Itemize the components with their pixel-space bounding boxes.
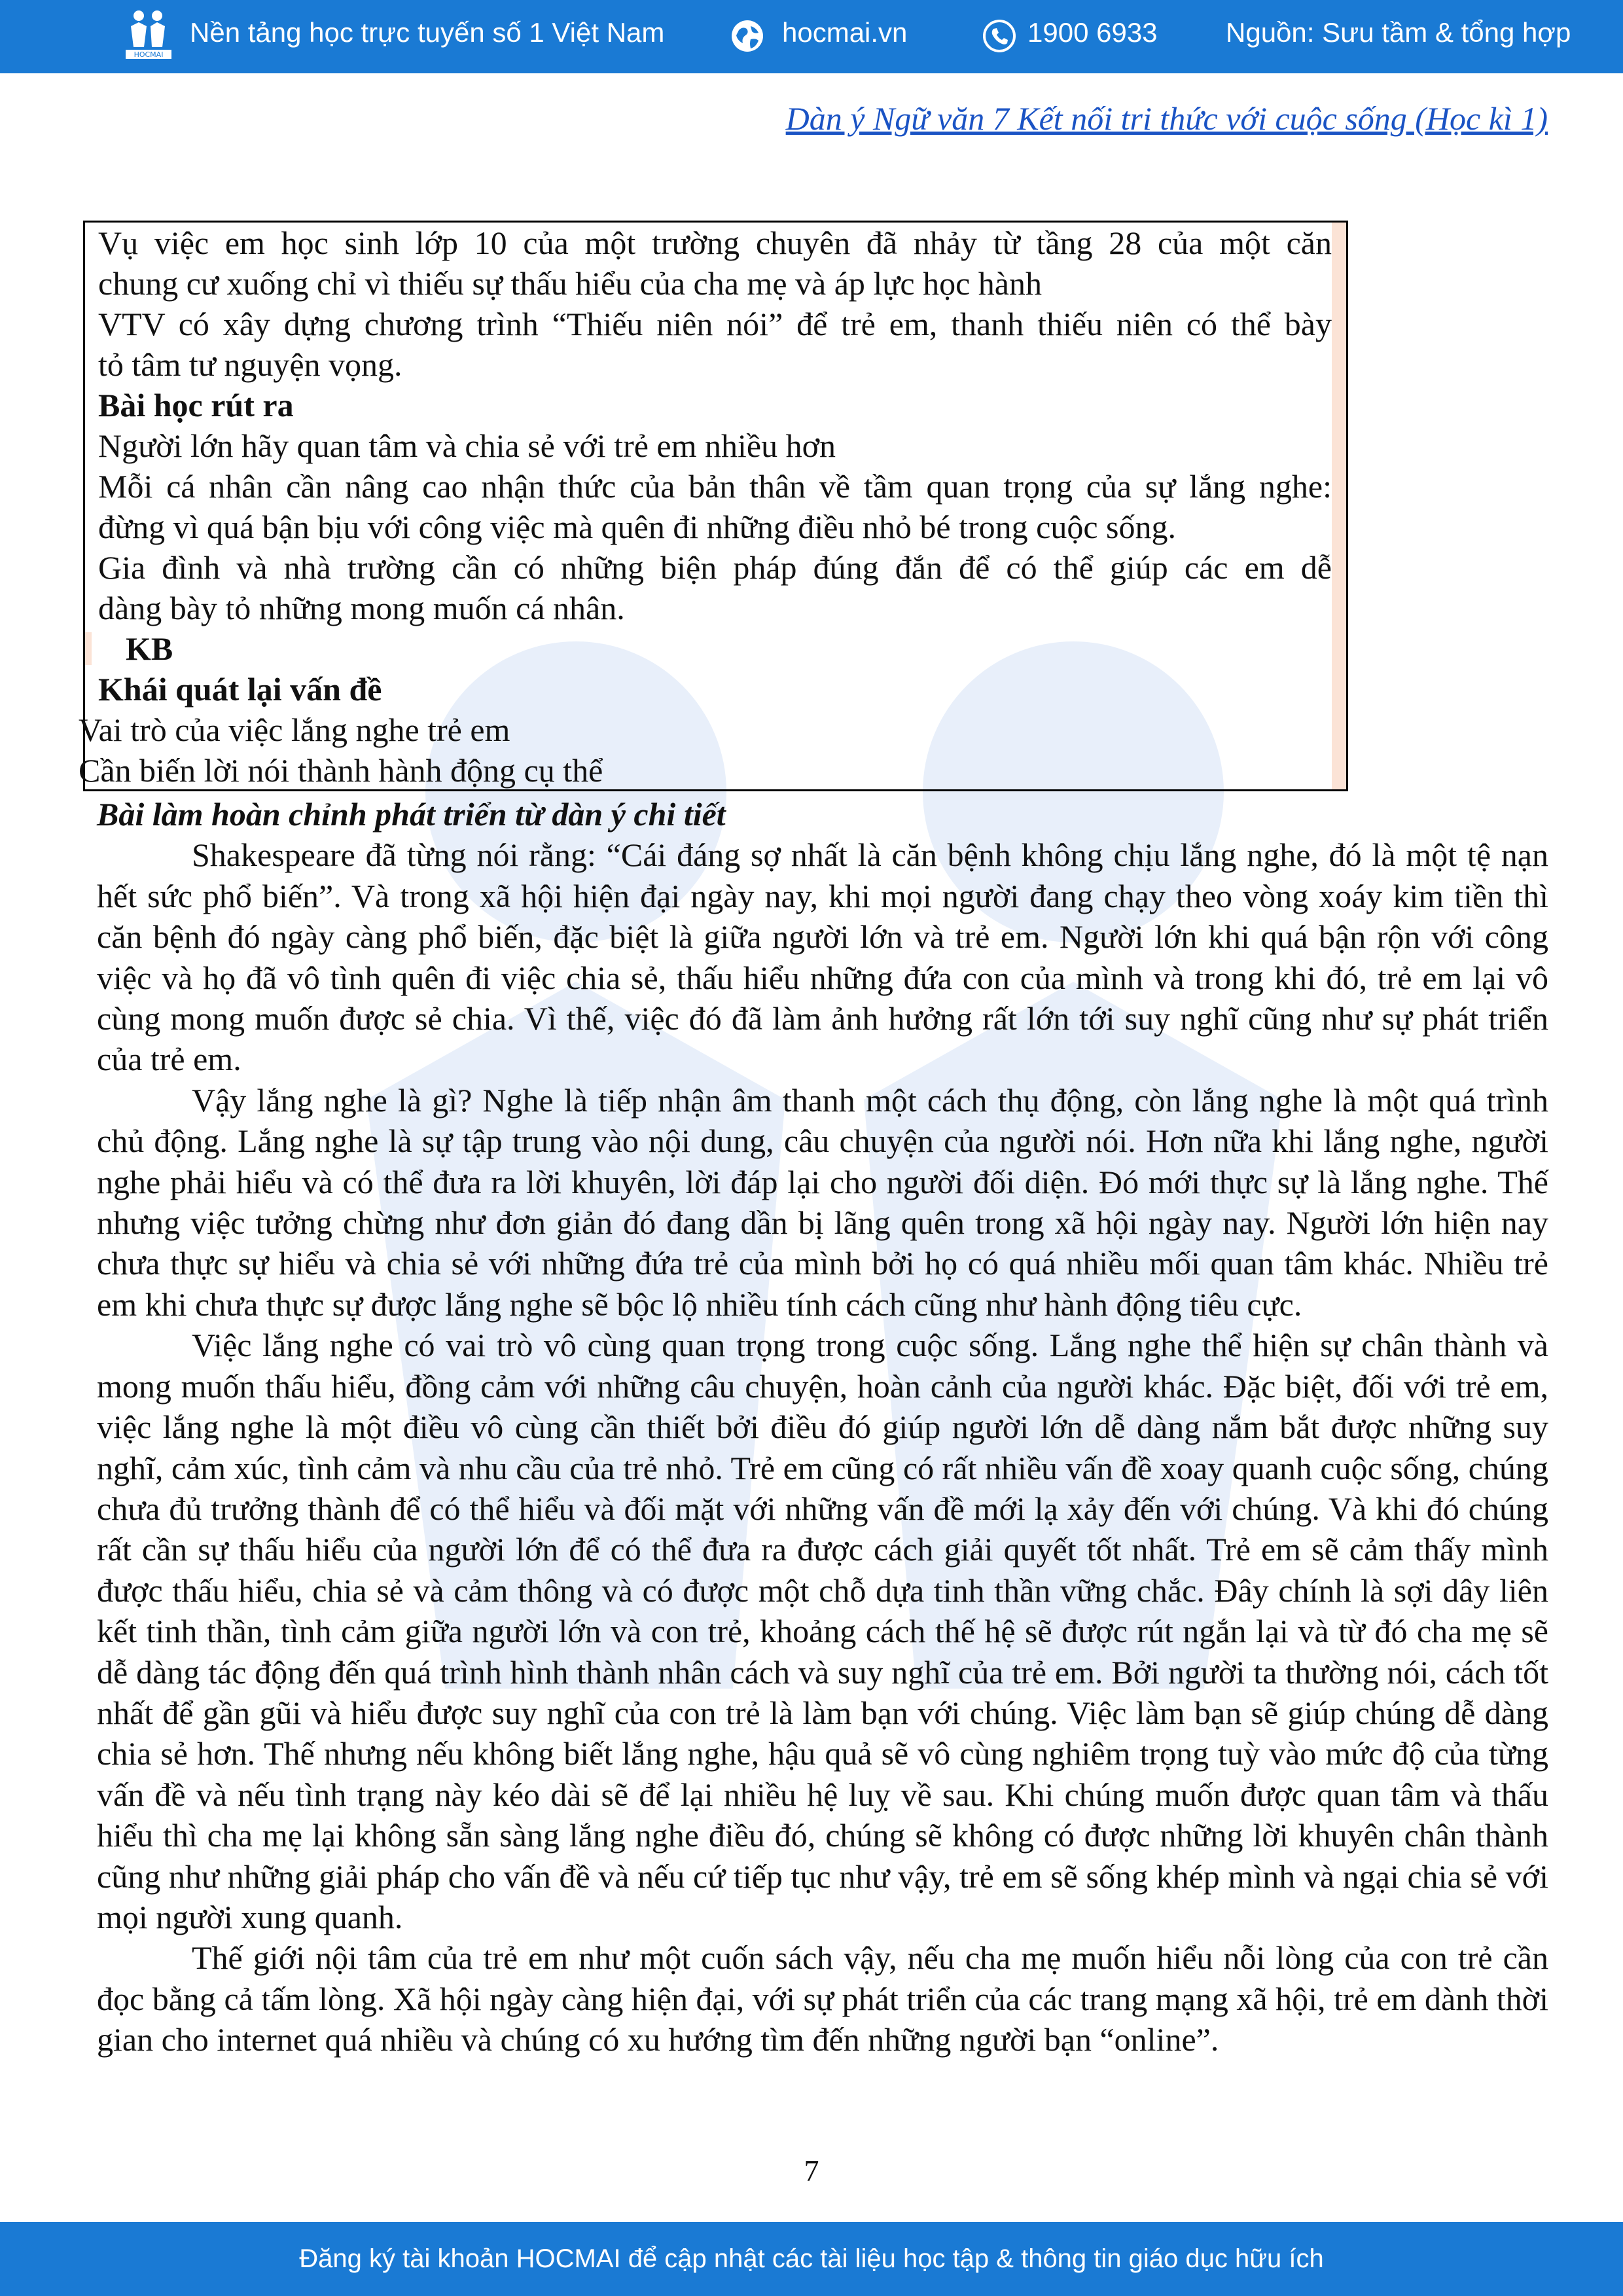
hocmai-logo-icon [119,7,178,65]
outline-line: Vai trò của việc lắng nghe trẻ em [79,711,510,748]
top-banner [0,0,1623,73]
essay-paragraph: Vậy lắng nghe là gì? Nghe là tiếp nhận âm thanh một cách thụ động, còn lắng nghe là một quá trình chủ động. Lắng nghe là sự tập trung vào nội dung, câu chuyện của người nói. Hơn nữa khi lắng nghe, người nghe phải hiểu và có thể đưa ra lời khuyên, lời đáp lại cho người đối diện. Đó mới thực sự là lắng nghe. Thế nhưng việc tưởng chừng như đơn giản đó đang dần bị lãng quên trong xã hội ngày nay. Người lớn hiện nay chưa thực sự hiểu và chia sẻ với những đứa trẻ của mình bởi họ có quá nhiều mối quan tâm khác. Nhiều trẻ em khi chưa thực sự được lắng nghe sẽ bộc lộ nhiều tính cách cũng như hành động tiêu cực. [97,1081,1548,1323]
website-link[interactable]: hocmai.vn [782,17,908,48]
outline-section-kb: KB [98,628,1332,669]
footer-banner[interactable] [0,2222,1623,2296]
phone-icon [982,18,1017,54]
outline-line: đừng vì quá bận bịu với công việc mà quên đi những điều nhỏ bé trong cuộc sống. [98,509,1176,545]
logo-text: HOCMAI [134,50,164,59]
site-slogan: Nền tảng học trực tuyến số 1 Việt Nam [190,17,665,48]
outline-line: chung cư xuống chỉ vì thiếu sự thấu hiểu của cha mẹ và áp lực học hành [98,265,1042,302]
essay-paragraph: Thế giới nội tâm của trẻ em như một cuốn sách vậy, nếu cha mẹ muốn hiểu nỗi lòng của con trẻ cần đọc bằng cả tấm lòng. Xã hội ngày càng hiện đại, với sự phát triển của các trang mạng xã hội, trẻ em dành thời gian cho internet quá nhiều và chúng có xu hướng tìm đến những người bạn “online”. [97,1939,1548,2058]
outline-subheading: Bài học rút ra [98,387,294,423]
hotline[interactable]: 1900 6933 [1027,17,1158,48]
outline-line: Gia đình và nhà trường cần có những biện pháp đúng đắn để có thể giúp các em dễ [98,549,1332,586]
essay-paragraph: Shakespeare đã từng nói rằng: “Cái đáng sợ nhất là căn bệnh không chịu lắng nghe, đó là một tệ nạn hết sức phổ biến”. Và trong xã hội hiện đại ngày nay, khi mọi người đang chạy theo vòng xoáy kim tiền thì căn bệnh đó ngày càng phổ biến, đặc biệt là giữa người lớn và trẻ em. Người lớn khi quá bận rộn với công việc và họ đã vô tình quên đi việc chia sẻ, thấu hiểu những đứa con của mình và trong khi đó, trẻ em lại vô cùng mong muốn được sẻ chia. Vì thế, việc đó đã làm ảnh hưởng rất lớn tới suy nghĩ cũng như sự phát triển của trẻ em. [97,836,1548,1078]
outline-subheading: Khái quát lại vấn đề [98,671,382,708]
globe-icon [730,18,765,54]
essay-heading: Bài làm hoàn chỉnh phát triển từ dàn ý chi tiết [97,796,726,833]
footer-text: Đăng ký tài khoản HOCMAI để cập nhật các tài liệu học tập & thông tin giáo dục hữu ích [299,2244,1324,2273]
outline-line: Người lớn hãy quan tâm và chia sẻ với trẻ em nhiều hơn [98,427,836,464]
outline-line: VTV có xây dựng chương trình “Thiếu niên nói” để trẻ em, thanh thiếu niên có thể bày [98,306,1332,342]
outline-line: Mỗi cá nhân cần nâng cao nhận thức của bản thân về tầm quan trọng của sự lắng nghe: [98,468,1332,505]
essay-paragraph: Việc lắng nghe có vai trò vô cùng quan trọng trong cuộc sống. Lắng nghe thể hiện sự chân thành và mong muốn thấu hiểu, đồng cảm với những câu chuyện, hoàn cảnh của người khác. Đặc biệt, đối với trẻ em, việc lắng nghe là một điều vô cùng cần thiết bởi điều đó giúp người lớn dễ dàng nắm bắt được những suy nghĩ, cảm xúc, tình cảm và nhu cầu của trẻ nhỏ. Trẻ em cũng có rất nhiều vấn đề xoay quanh cuộc sống, chúng chưa đủ trưởng thành để có thể hiểu và đối mặt với những vấn đề mới lạ xảy đến với chúng. Và khi đó chúng rất cần sự thấu hiểu của người lớn để có thể đưa ra được cách giải quyết tốt nhất. Trẻ em sẽ cảm thấy mình được thấu hiểu, chia sẻ và cảm thông và có được một chỗ dựa tinh thần vững chắc. Đây chính là sợi dây liên kết tinh thần, tình cảm giữa người lớn và con trẻ, khoảng cách thế hệ sẽ được rút ngắn lại và từ đó cha mẹ sẽ dễ dàng tác động đến quá trình hình thành nhân cách và suy nghĩ của trẻ em. Bởi người ta thường nói, cách tốt nhất để gần gũi và hiểu được suy nghĩ của con trẻ là làm bạn với chúng. Việc làm bạn sẽ giúp chúng dễ dàng chia sẻ hơn. Thế nhưng nếu không biết lắng nghe, hậu quả sẽ vô cùng nghiêm trọng tuỳ vào mức độ của từng vấn đề và nếu tình trạng này kéo dài sẽ để lại nhiều hệ luỵ về sau. Khi chúng muốn được quan tâm và thấu hiểu thì cha mẹ lại không sẵn sàng lắng nghe điều đó, chúng sẽ không có được những lời khuyên chân thành cũng như những giải pháp cho vấn đề và nếu cứ tiếp tục như vậy, trẻ em sẽ sống khép mình và ngại chia sẻ với mọi người xung quanh. [97,1327,1548,1935]
outline-box [79,221,1348,791]
outline-line: dàng bày tỏ những mong muốn cá nhân. [98,590,625,626]
outline-line: Vụ việc em học sinh lớp 10 của một trường chuyên đã nhảy từ tầng 28 của một căn [98,224,1332,261]
document-title[interactable]: Dàn ý Ngữ văn 7 Kết nối tri thức với cuộc sống (Học kì 1) [785,100,1548,137]
outline-line: Cần biến lời nói thành hành động cụ thể [79,752,603,789]
essay-section [97,794,1548,2060]
source-note: Nguồn: Sưu tầm & tổng hợp [1226,17,1571,48]
outline-line: tỏ tâm tư nguyện vọng. [98,346,402,383]
box-accent-stripe [1332,223,1346,789]
page-number: 7 [804,2154,819,2187]
